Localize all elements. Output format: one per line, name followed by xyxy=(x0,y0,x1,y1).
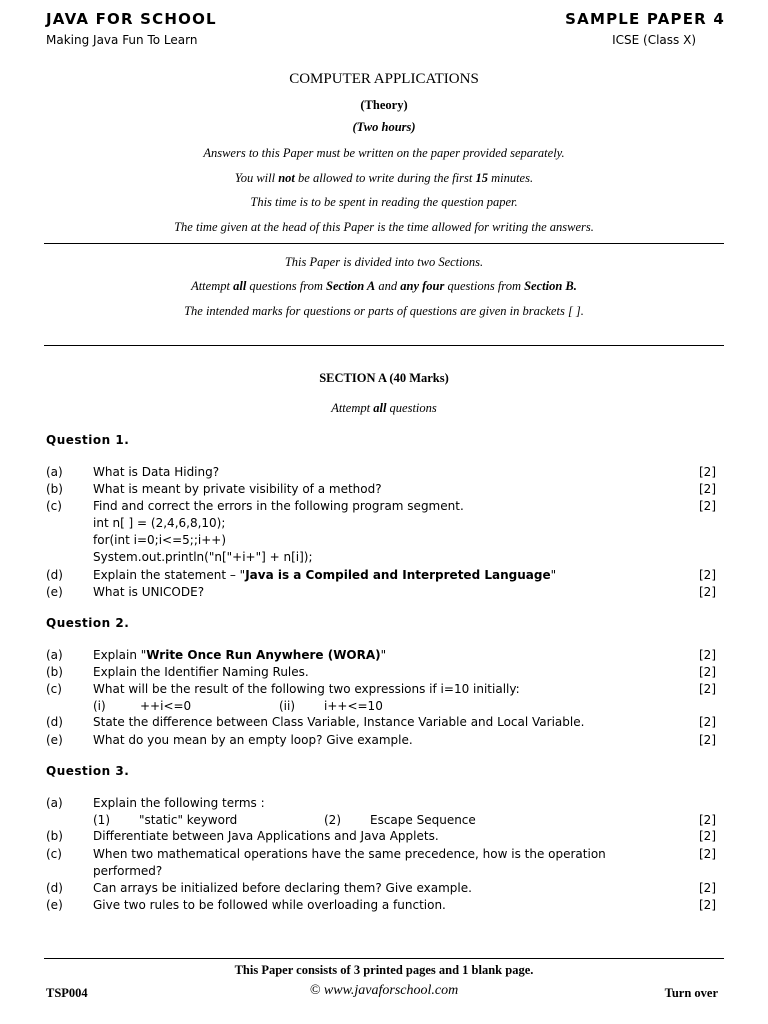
question-item xyxy=(46,568,718,585)
item-marks: [2] xyxy=(699,813,716,827)
item-label: (e) xyxy=(46,585,63,599)
question-item xyxy=(46,665,718,682)
item-label: (e) xyxy=(46,898,63,912)
item-text: State the difference between Class Variable, Instance Variable and Local Variable. xyxy=(93,715,585,729)
item-marks: [2] xyxy=(699,482,716,496)
question-item xyxy=(46,585,718,602)
item-marks: [2] xyxy=(699,881,716,895)
divider xyxy=(44,243,724,244)
instruction-line: This time is to be spent in reading the question paper. xyxy=(250,195,518,209)
question-3-heading: Question 3. xyxy=(46,764,130,778)
sub-item-text: Escape Sequence xyxy=(370,813,476,827)
item-label: (d) xyxy=(46,568,63,582)
question-1-heading: Question 1. xyxy=(46,433,130,447)
subject-title: COMPUTER APPLICATIONS xyxy=(289,71,479,87)
code-line: for(int i=0;i<=5;;i++) xyxy=(93,533,226,547)
item-text: What is Data Hiding? xyxy=(93,465,220,479)
question-item xyxy=(46,881,718,898)
question-item xyxy=(46,847,718,864)
item-marks: [2] xyxy=(699,665,716,679)
website-credit: © www.javaforschool.com xyxy=(309,983,459,998)
item-text: Find and correct the errors in the following program segment. xyxy=(93,499,464,513)
question-item xyxy=(46,898,718,915)
item-marks: [2] xyxy=(699,568,716,582)
code-line: int n[ ] = (2,4,6,8,10); xyxy=(93,516,226,530)
sections-info-line: This Paper is divided into two Sections. xyxy=(284,255,484,269)
item-text: What is UNICODE? xyxy=(93,585,205,599)
item-text: Differentiate between Java Applications and Java Applets. xyxy=(93,829,439,843)
brand-name: JAVA FOR SCHOOL xyxy=(46,10,217,28)
instruction-line: Answers to this Paper must be written on the paper provided separately. xyxy=(203,146,565,160)
instruction-line: The time given at the head of this Paper is the time allowed for writing the answers. xyxy=(174,220,594,234)
sub-item-text: "static" keyword xyxy=(139,813,238,827)
sub-item-label: (i) xyxy=(93,699,106,713)
footer-page-count: This Paper consists of 3 printed pages and 1 blank page. xyxy=(234,963,534,977)
code-line: System.out.println("n["+i+"] + n[i]); xyxy=(93,550,313,564)
item-text: Can arrays be initialized before declaring them? Give example. xyxy=(93,881,472,895)
item-marks: [2] xyxy=(699,682,716,696)
item-text: Explain the following terms : xyxy=(93,796,265,810)
question-item xyxy=(46,813,718,830)
item-text: Explain the Identifier Naming Rules. xyxy=(93,665,309,679)
brand-tagline: Making Java Fun To Learn xyxy=(46,33,198,47)
sub-item-text: ++i<=0 xyxy=(140,699,192,713)
item-marks: [2] xyxy=(699,847,716,861)
item-text: Explain "Write Once Run Anywhere (WORA)" xyxy=(93,648,387,662)
question-item xyxy=(46,465,718,482)
item-label: (b) xyxy=(46,482,63,496)
item-label: (c) xyxy=(46,847,62,861)
item-marks: [2] xyxy=(699,898,716,912)
question-item xyxy=(46,499,718,516)
item-marks: [2] xyxy=(699,465,716,479)
divider xyxy=(44,345,724,346)
item-label: (d) xyxy=(46,715,63,729)
item-text: Give two rules to be followed while overloading a function. xyxy=(93,898,446,912)
item-text: What is meant by private visibility of a method? xyxy=(93,482,382,496)
question-item xyxy=(46,682,718,699)
paper-code: TSP004 xyxy=(46,986,88,1000)
question-2-heading: Question 2. xyxy=(46,616,130,630)
item-text: What will be the result of the following two expressions if i=10 initially: xyxy=(93,682,520,696)
question-item xyxy=(46,482,718,499)
sub-item-label: (ii) xyxy=(279,699,296,713)
footer-divider xyxy=(44,958,724,959)
sections-info-line: Attempt all questions from Section A and any four questions from Section B. xyxy=(191,279,577,293)
section-a-attempt: Attempt all questions xyxy=(331,401,437,415)
item-label: (b) xyxy=(46,665,63,679)
item-continuation: performed? xyxy=(93,864,163,878)
sub-item-label: (2) xyxy=(324,813,341,827)
paper-title: SAMPLE PAPER 4 xyxy=(565,10,725,28)
sub-item-text: i++<=10 xyxy=(324,699,383,713)
item-label: (e) xyxy=(46,733,63,747)
section-a-title: SECTION A (40 Marks) xyxy=(319,371,449,385)
class-label: ICSE (Class X) xyxy=(612,33,696,47)
item-label: (a) xyxy=(46,465,63,479)
item-marks: [2] xyxy=(699,648,716,662)
item-marks: [2] xyxy=(699,585,716,599)
question-item xyxy=(46,733,718,750)
sections-info-line: The intended marks for questions or parts of questions are given in brackets [ ]. xyxy=(184,304,584,318)
sub-item-label: (1) xyxy=(93,813,110,827)
instruction-line: You will not be allowed to write during the first 15 minutes. xyxy=(234,171,534,185)
item-label: (d) xyxy=(46,881,63,895)
question-item xyxy=(46,715,718,732)
theory-label: (Theory) xyxy=(360,98,408,112)
item-marks: [2] xyxy=(699,715,716,729)
question-item xyxy=(46,648,718,665)
item-label: (c) xyxy=(46,682,62,696)
turn-over-label: Turn over xyxy=(664,986,718,1000)
item-label: (c) xyxy=(46,499,62,513)
item-marks: [2] xyxy=(699,829,716,843)
question-item xyxy=(46,829,718,846)
item-marks: [2] xyxy=(699,499,716,513)
item-text: What do you mean by an empty loop? Give example. xyxy=(93,733,413,747)
item-marks: [2] xyxy=(699,733,716,747)
item-label: (b) xyxy=(46,829,63,843)
item-label: (a) xyxy=(46,796,63,810)
item-text: When two mathematical operations have the same precedence, how is the operation xyxy=(93,847,606,861)
duration-label: (Two hours) xyxy=(352,120,416,134)
item-text: Explain the statement – "Java is a Compiled and Interpreted Language" xyxy=(93,568,557,582)
question-item xyxy=(46,796,718,813)
item-label: (a) xyxy=(46,648,63,662)
